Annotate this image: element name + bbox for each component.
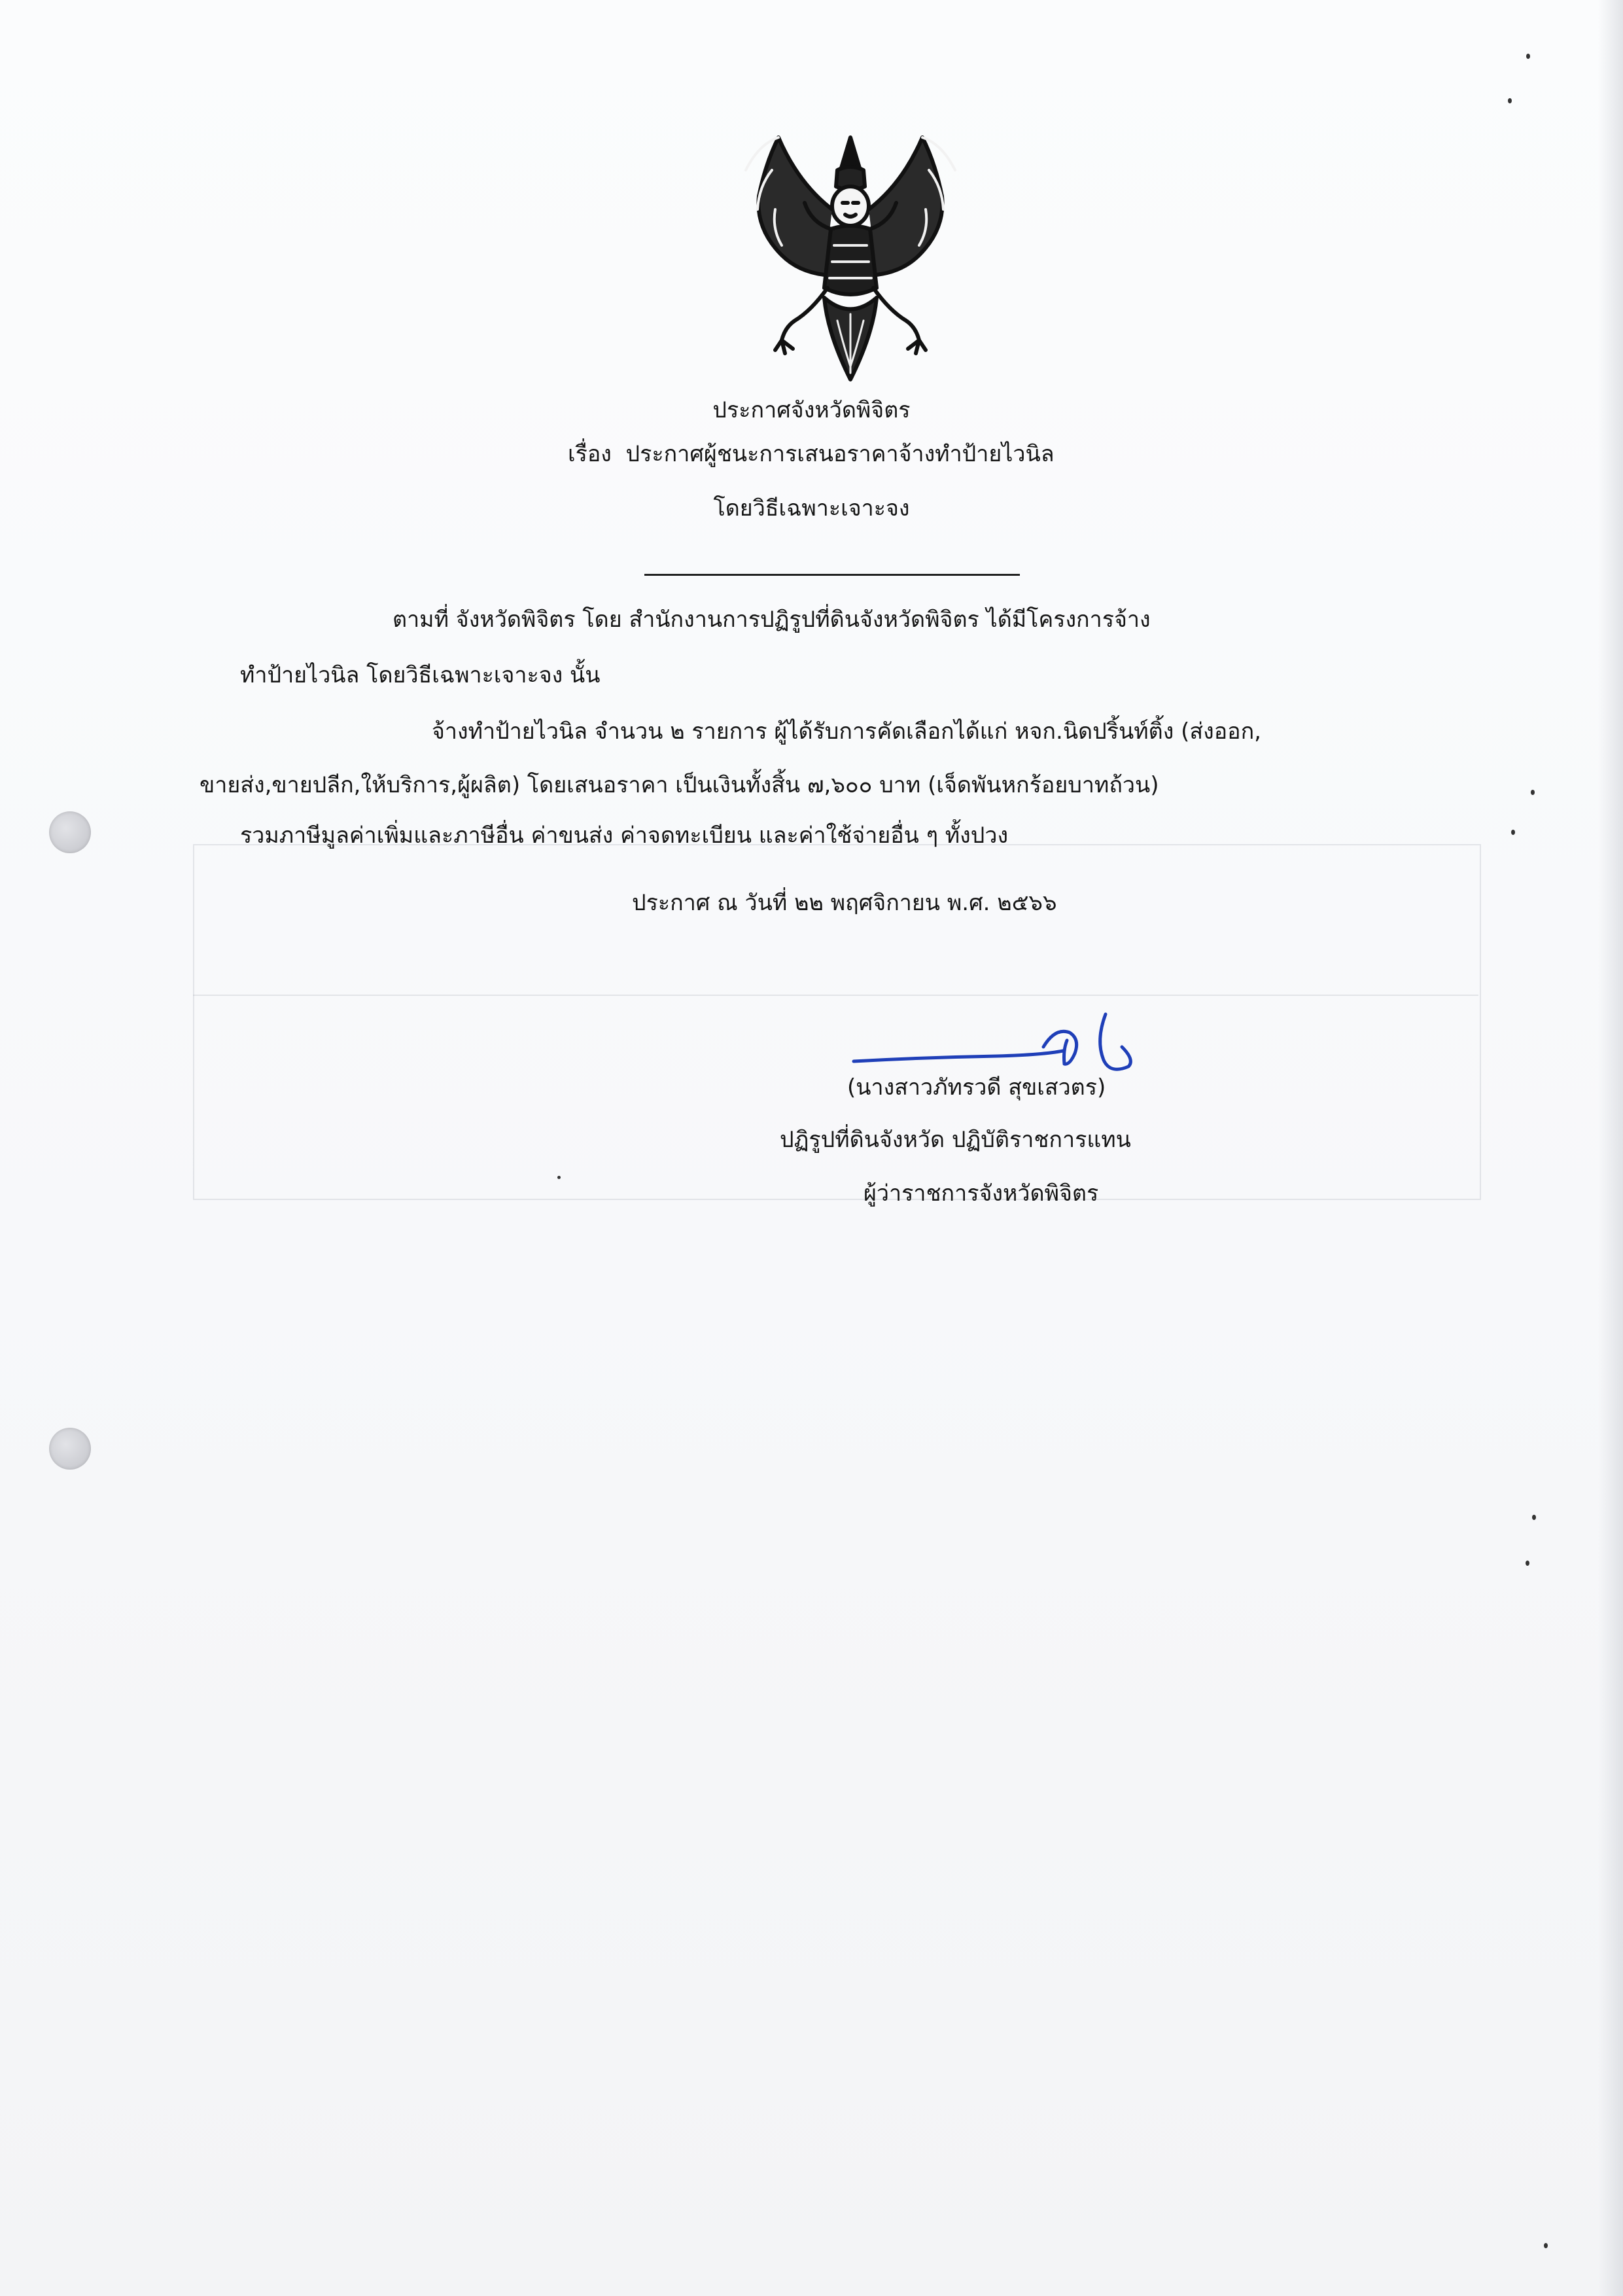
signer-title-line-2: ผู้ว่าราชการจังหวัดพิจิตร [864, 1180, 1099, 1207]
punch-hole-bottom [49, 1428, 91, 1470]
body-line-2: ทำป้ายไวนิล โดยวิธีเฉพาะเจาะจง นั้น [240, 662, 601, 688]
body-line-3: จ้างทำป้ายไวนิล จำนวน ๒ รายการ ผู้ได้รับการคัดเลือกได้แก่ หจก.นิดปริ้นท์ติ้ง (ส่งออก, [432, 718, 1261, 745]
scan-speck [1544, 2243, 1548, 2248]
scan-speck [1526, 1561, 1529, 1566]
procurement-method: โดยวิธีเฉพาะเจาะจง [713, 495, 910, 521]
garuda-emblem-icon [720, 124, 981, 393]
page-edge-shadow [1598, 0, 1623, 2296]
scan-speck [557, 1176, 561, 1179]
signer-name: (นางสาวภัทรวดี สุขเสวตร) [847, 1074, 1106, 1101]
announcement-date: ประกาศ ณ วันที่ ๒๒ พฤศจิกายน พ.ศ. ๒๕๖๖ [632, 890, 1057, 916]
body-line-5: รวมภาษีมูลค่าเพิ่มและภาษีอื่น ค่าขนส่ง ค่าจดทะเบียน และค่าใช้จ่ายอื่น ๆ ทั้งปวง [240, 822, 1009, 849]
scan-speck [1511, 830, 1515, 835]
scan-speck [1532, 1515, 1536, 1520]
handwritten-signature [847, 1001, 1174, 1080]
document-header: ประกาศจังหวัดพิจิตร [712, 397, 911, 423]
scan-speck [1531, 790, 1535, 795]
subject-label: เรื่อง [568, 441, 612, 467]
punch-hole-top [49, 811, 91, 853]
signer-title-line-1: ปฏิรูปที่ดินจังหวัด ปฏิบัติราชการแทน [780, 1127, 1131, 1153]
subject-line [568, 440, 1055, 468]
body-line-1: ตามที่ จังหวัดพิจิตร โดย สำนักงานการปฏิรูปที่ดินจังหวัดพิจิตร ได้มีโครงการจ้าง [393, 607, 1151, 633]
body-line-4: ขายส่ง,ขายปลีก,ให้บริการ,ผู้ผลิต) โดยเสนอราคา เป็นเงินทั้งสิ้น ๗,๖๐๐ บาท (เจ็ดพันหกร้อยบาทถ้วน) [200, 772, 1159, 798]
show-through-table-row [193, 995, 1478, 996]
scan-speck [1526, 54, 1530, 59]
scan-speck [1508, 98, 1512, 103]
subject-text: ประกาศผู้ชนะการเสนอราคาจ้างทำป้ายไวนิล [625, 441, 1055, 467]
header-divider [644, 574, 1020, 576]
